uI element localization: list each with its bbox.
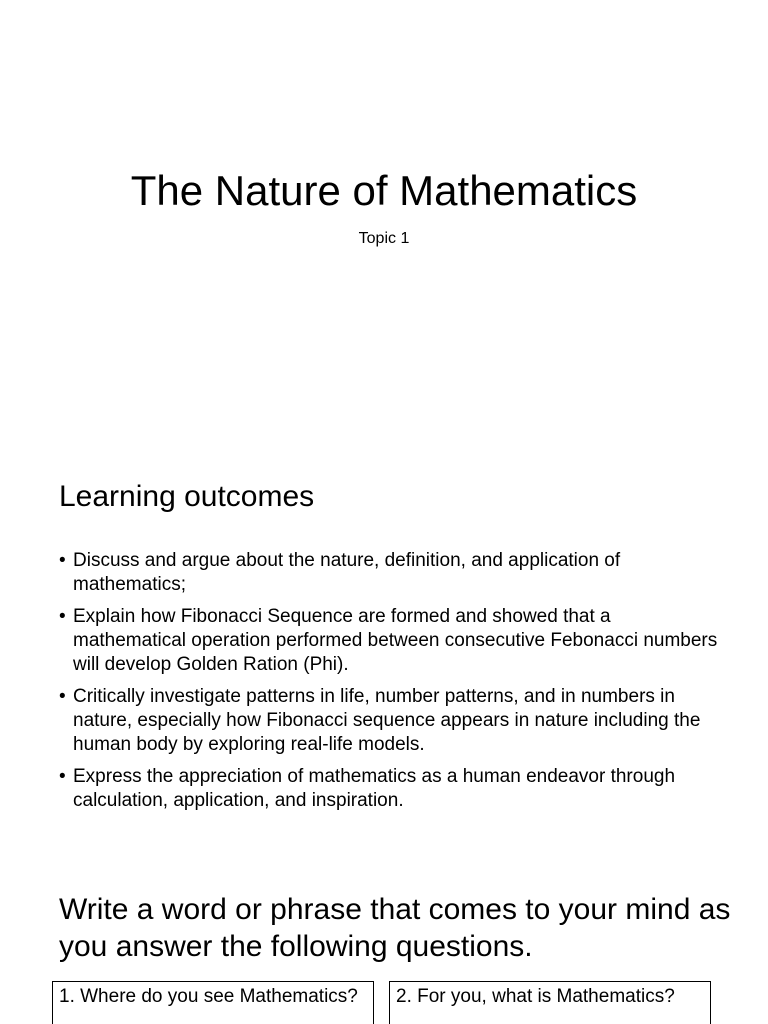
slide-learning-outcomes — [0, 432, 768, 864]
learning-outcomes-heading: Learning outcomes — [59, 480, 315, 513]
learning-outcomes-list — [59, 549, 719, 821]
slide-subtitle: Topic 1 — [358, 230, 410, 247]
outcome-item: • Discuss and argue about the nature, definition, and application of mathematics; — [59, 549, 719, 597]
question-box-what: 2. For you, what is Mathematics? — [389, 981, 711, 1024]
slide-title-heading: The Nature of Mathematics — [130, 167, 638, 214]
outcome-item: • Express the appreciation of mathematics as a human endeavor through calculation, application, and inspiration. — [59, 765, 719, 813]
outcome-item: • Explain how Fibonacci Sequence are formed and showed that a mathematical operation performed between consecutive Febonacci numbers will develop Golden Ration (Phi). — [59, 605, 719, 677]
warmup-prompt-heading: Write a word or phrase that comes to your mind as you answer the following questions. — [59, 893, 731, 963]
outcome-item: • Critically investigate patterns in life, number patterns, and in numbers in nature, especially how Fibonacci sequence appears in nature including the human body by exploring real-life models. — [59, 685, 719, 757]
slide-warmup-questions — [0, 864, 768, 1024]
question-box-where: 1. Where do you see Mathematics? — [52, 981, 374, 1024]
slide-title — [0, 0, 768, 432]
